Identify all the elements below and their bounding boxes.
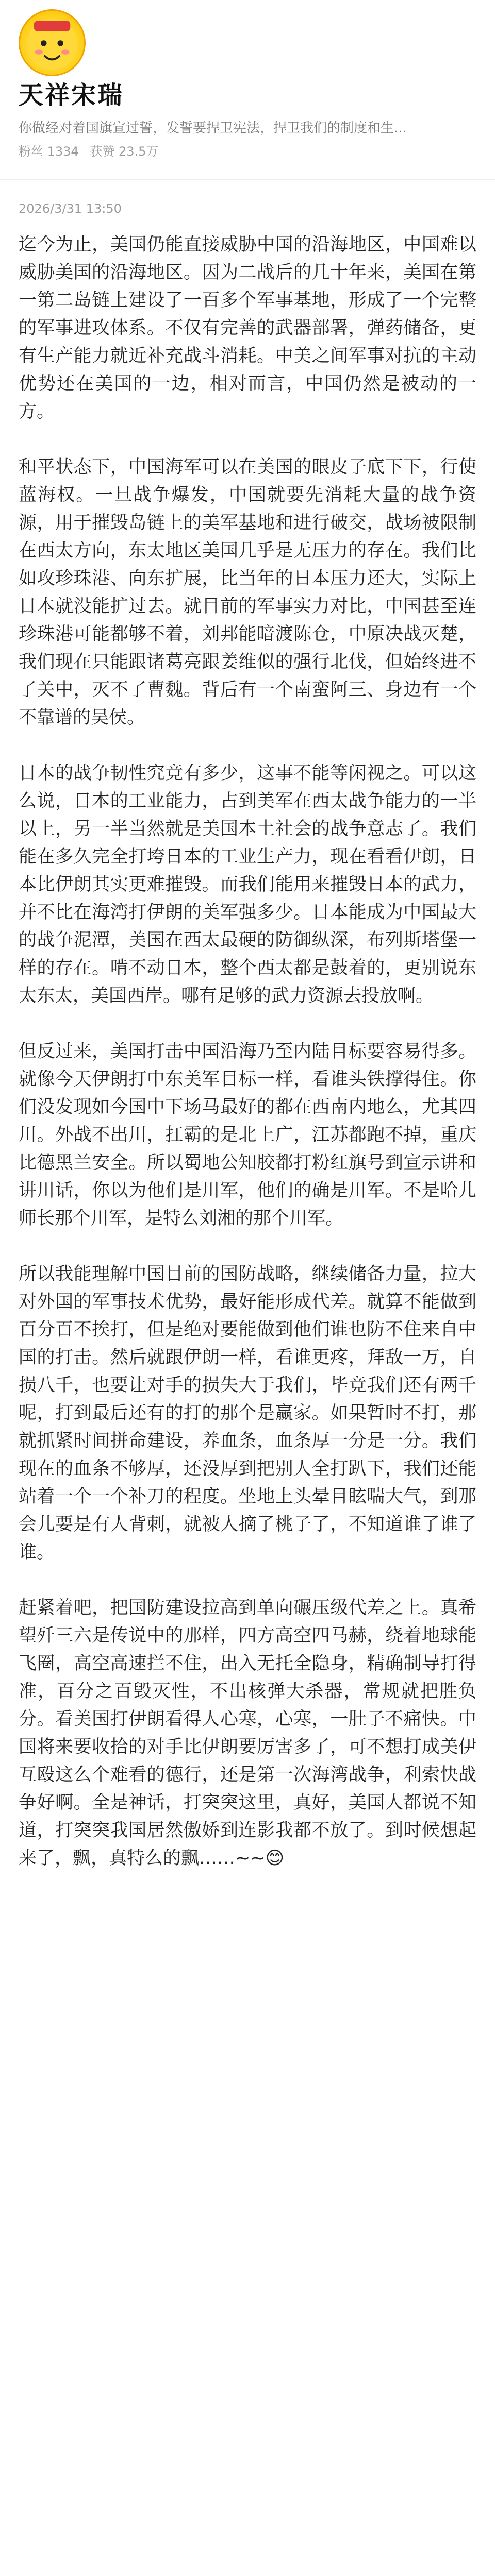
post-timestamp: 2026/3/31 13:50: [19, 201, 122, 216]
likes-count: 获赞 23.5万: [90, 144, 159, 159]
followers-count[interactable]: 粉丝 1334: [19, 144, 79, 159]
profile-header: [0, 0, 495, 170]
user-bio: 你做经对着国旗宣过誓，发誓要捍卫宪法，捍卫我们的制度和生...: [19, 121, 407, 136]
paragraph: 和平状态下，中国海军可以在美国的眼皮子底下下，行使蓝海权。一旦战争爆发，中国就要先消耗大量的战争资源，用于摧毁岛链上的美军基地和进行破交，战场被限制在西太方向，东太地区美国几乎是无压力的存在。我们比如攻珍珠港、向东扩展，比当年的日本压力还大，实际上日本就没能扩过去。就目前的军事实力对比，中国甚至连珍珠港可能都够不着，刘邦能暗渡陈仓，中原决战灭楚，我们现在只能跟诸葛亮跟姜维似的强行北伐，但始终进不了关中，灭不了曹魏。背后有一个南蛮阿三、身边有一个不靠谱的吴侯。: [19, 457, 476, 728]
user-name[interactable]: 天祥宋瑞: [19, 81, 124, 110]
user-stats: [19, 143, 166, 160]
post-body: [19, 231, 476, 1900]
paragraph: 赶紧着吧，把国防建设拉高到单向碾压级代差之上。真希望歼三六是传说中的那样，四方高空四马赫，绕着地球能飞圈，高空高速拦不住，出入无托全隐身，精确制导打得准，百分之百毁灭性，不出核弹大杀器，常规就把胜负分。看美国打伊朗看得人心寒，心寒，一肚子不痛快。中国将来要收拾的对手比伊朗要厉害多了，可不想打成美伊互殴这么个难看的德行，还是第一次海湾战争，利索快战争好啊。全是神话，打突突这里，真好，美国人都说不知道，打突突我国居然傲娇到连影我都不放了。到时候想起来了，飘，真特么的飘……~~😊: [19, 1598, 476, 1869]
paragraph: 但反过来，美国打击中国沿海乃至内陆目标要容易得多。就像今天伊朗打中东美军目标一样，看谁头铁撑得住。你们没发现如今国中下场马最好的都在西南内地么，尤其四川。外战不出川，扛霸的是北上广，江苏都跑不掉，重庆比德黑兰安全。所以蜀地公知胶都打粉红旗号到宣示讲和讲川话，你以为他们是川军，他们的确是川军。不是哈儿师长那个川军，是特么刘湘的那个川军。: [19, 1041, 476, 1229]
avatar[interactable]: [19, 9, 86, 76]
divider: [0, 179, 495, 180]
paragraph: 日本的战争韧性究竟有多少，这事不能等闲视之。可以这么说，日本的工业能力，占到美军在西太战争能力的一半以上，另一半当然就是美国本土社会的战争意志了。我们能在多久完全打垮日本的工业生产力，现在看看伊朗，日本比伊朗其实更难摧毁。而我们能用来摧毁日本的武力，并不比在海湾打伊朗的美军强多少。日本能成为中国最大的战争泥潭，美国在西太最硬的防御纵深，布列斯塔堡一样的存在。啃不动日本，整个西太都是鼓着的，更别说东太东太，美国西岸。哪有足够的武力资源去投放啊。: [19, 763, 476, 1006]
paragraph: 所以我能理解中国目前的国防战略，继续储备力量，拉大对外国的军事技术优势，最好能形成代差。就算不能做到百分百不挨打，但是绝对要能做到他们谁也防不住来自中国的打击。然后就跟伊朗一样，看谁更疼，拜敌一万，自损八千，也要让对手的损失大于我们，毕竟我们还有两千呢，打到最后还有的打的那个是赢家。如果暂时不打，那就抓紧时间拼命建设，养血条，血条厚一分是一分。我们现在的血条不够厚，还没厚到把别人全打趴下，我们还能站着一个一个补刀的程度。坐地上头晕目眩喘大气，到那会儿要是有人背刺，就被人摘了桃子了，不知道谁了谁了谁。: [19, 1264, 476, 1563]
cartoon-face-icon: [20, 11, 84, 75]
paragraph: 迄今为止，美国仍能直接威胁中国的沿海地区，中国难以威胁美国的沿海地区。因为二战后的几十年来，美国在第一第二岛链上建设了一百多个军事基地，形成了一个完整的军事进攻体系。不仅有完善的武器部署，弹药储备，更有生产能力就近补充战斗消耗。中美之间军事对抗的主动优势还在美国的一边，相对而言，中国仍然是被动的一方。: [19, 234, 476, 422]
